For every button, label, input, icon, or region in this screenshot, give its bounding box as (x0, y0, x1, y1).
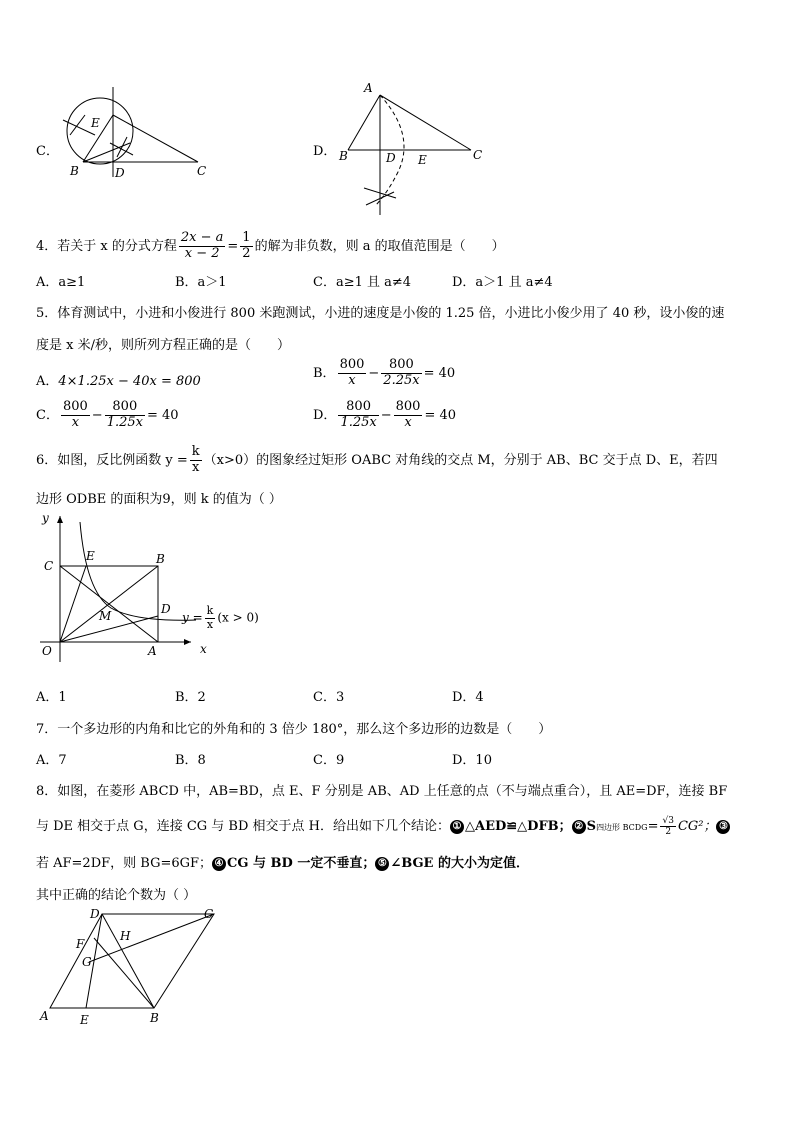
fig6-D: D (161, 602, 171, 616)
fig-d-A: A (364, 81, 373, 95)
q5-d-n1: 800 (338, 400, 378, 416)
q6-fd: x (192, 459, 200, 475)
fig8-H: H (120, 929, 131, 943)
q8-conclusion-2-post: CG²； (677, 819, 717, 834)
q8-conclusion-5-marker: ⑤ (375, 857, 389, 871)
q8-conclusion-2-sub: 四边形 BCDG (596, 823, 648, 832)
q4-fraction-right (240, 231, 252, 262)
fig8-E: E (80, 1013, 89, 1027)
q4-num: 2x − a (180, 230, 224, 245)
q5-d-d2: x (404, 414, 412, 430)
q5-d-frac2 (394, 400, 423, 431)
q8-conclusion-2-s: S (586, 819, 597, 834)
q5-b-n2: 800 (381, 358, 421, 374)
fig8-B: B (150, 1011, 159, 1025)
fig8-D: D (90, 907, 100, 921)
fig-c-D: D (115, 166, 125, 180)
q5-d-n2: 800 (395, 399, 421, 414)
q5-c-n2: 800 (105, 400, 145, 416)
q5-b-frac2 (381, 358, 421, 389)
fig6-curve-frac (205, 605, 216, 631)
fig6-O: O (42, 644, 52, 658)
q8-conclusion-3-marker: ③ (716, 820, 730, 834)
q8-conclusion-2-eq: = (647, 819, 659, 834)
question-8-line2 (36, 815, 731, 837)
question-8-line4: 其中正确的结论个数为（ ） (36, 888, 197, 903)
q4-stem-post: 的解为非负数，则 a 的取值范围是（ ） (254, 238, 505, 254)
q4-option-b: B．a＞1 (175, 275, 227, 290)
question-8-line3 (36, 852, 529, 871)
q5-option-d: D． $\frac{800}{1.25x}$ − $\frac{800}{x}$ = 40 (313, 399, 457, 430)
q6-pre: 6．如图，反比例函数 y = (36, 452, 188, 468)
q8-conclusion-2-marker: ② (572, 820, 586, 834)
fig6-x: x (200, 642, 207, 656)
fig6-curve-pre: y = (182, 610, 203, 625)
fig-d-B: B (339, 149, 348, 163)
q4-option-c: C．a≥1 且 a≠4 (313, 275, 412, 290)
figure-q6 (36, 512, 276, 672)
q5-c-n1: 800 (62, 399, 88, 414)
q6-option-c: C．3 (313, 690, 345, 705)
q5-d-frac1 (338, 400, 378, 431)
q6-fn: k (191, 444, 200, 459)
q5-c-d2: 1.25x (106, 414, 143, 430)
fig6-E: E (86, 549, 95, 563)
q4-option-a: A．a≥1 (36, 275, 86, 290)
q5-option-a (36, 370, 201, 389)
q8-line3-pre: 若 AF=2DF，则 BG=6GF； (36, 856, 213, 871)
q5-b-label: B． (313, 365, 336, 381)
q5-b-d2: 2.25x (383, 372, 420, 388)
q8-conclusion-5: ∠BGE 的大小为定值． (390, 856, 529, 871)
fig-c-C: C (197, 164, 207, 178)
q5-option-c: C． $\frac{800}{x}$ − $\frac{800}{1.25x}$ = 40 (36, 399, 179, 430)
fig6-curve-d: x (206, 617, 214, 631)
q5-b-frac1 (338, 358, 367, 389)
fig8-A: A (40, 1009, 49, 1023)
q4-option-d: D．a＞1 且 a≠4 (452, 275, 553, 290)
q8-c2-d: 2 (665, 827, 672, 837)
fig-c-E: E (91, 116, 100, 130)
q4-stem-pre: 4．若关于 x 的分式方程 (36, 238, 177, 254)
q4-fraction-left (179, 231, 226, 262)
q5-d-rhs: = 40 (424, 407, 457, 423)
q5-a-label: A． (36, 374, 59, 389)
q5-a-expr: 4×1.25x − 40x = 800 (58, 374, 201, 389)
q5-c-frac1 (61, 400, 90, 431)
q5-c-d1: x (71, 414, 80, 430)
q8-conclusion-4-marker: ④ (212, 857, 226, 871)
fig6-curve-post: (x > 0) (217, 610, 259, 625)
q8-conclusion-1: △AED≌△DFB； (465, 819, 572, 834)
q7-option-d: D．10 (452, 753, 492, 768)
q8-line2-pre: 与 DE 相交于点 G，连接 CG 与 BD 相交于点 H．给出如下几个结论： (36, 819, 451, 834)
fig6-curve-label (182, 605, 259, 631)
q6-option-b: B．2 (175, 690, 206, 705)
fig8-C: C (204, 907, 214, 921)
q5-c-label: C． (36, 407, 59, 423)
question-5-line2: 度是 x 米/秒，则所列方程正确的是（ ） (36, 338, 290, 353)
fig-d-option-label: D． (313, 144, 337, 159)
q5-c-rhs: = 40 (146, 407, 179, 423)
figure-q8 (36, 902, 236, 1032)
fig6-curve-n: k (206, 604, 214, 617)
fig-d-E: E (418, 153, 427, 167)
fig-c-B: B (70, 164, 79, 178)
q4-den: x − 2 (184, 245, 220, 261)
question-7-stem: 7．一个多边形的内角和比它的外角和的 3 倍少 180°，那么这个多边形的边数是（ ） (36, 722, 552, 737)
q7-option-a: A．7 (36, 753, 67, 768)
q6-post: （x>0）的图象经过矩形 OABC 对角线的交点 M，分别于 AB、BC 交于点 D、E，若四 (203, 452, 718, 468)
q6-fraction (190, 445, 202, 476)
q5-d-label: D． (313, 407, 337, 423)
q7-option-b: B．8 (175, 753, 206, 768)
fig6-C: C (44, 559, 54, 573)
fig8-F: F (76, 937, 85, 951)
q5-b-n1: 800 (339, 357, 365, 372)
question-8-line1: 8．如图，在菱形 ABCD 中，AB=BD，点 E、F 分别是 AB、AD 上任意的点（不与端点重合），且 AE=DF，连接 BF (36, 784, 728, 799)
q7-option-c: C．9 (313, 753, 345, 768)
question-6-line1 (36, 445, 718, 476)
q6-option-d: D．4 (452, 690, 484, 705)
q8-conclusion-4: CG 与 BD 一定不垂直； (227, 856, 376, 871)
q5-c-frac2 (105, 400, 145, 431)
figure-d (336, 80, 486, 220)
q8-conclusion-1-marker: ① (450, 820, 464, 834)
q5-option-b: B． $\frac{800}{x}$ − $\frac{800}{2.25x}$ = 40 (313, 357, 456, 388)
fig-d-D: D (386, 151, 396, 165)
fig6-y: y (42, 511, 49, 525)
fig6-A: A (148, 644, 157, 658)
fig6-B: B (156, 552, 165, 566)
fig-c-option-label: C． (36, 144, 59, 159)
q4-eq: = (227, 238, 239, 254)
q8-c2-n: √3 (662, 815, 674, 826)
q5-b-d1: x (348, 372, 356, 388)
question-6-line2: 边形 ODBE 的面积为9，则 k 的值为（ ） (36, 492, 282, 507)
figure-c (55, 85, 235, 185)
fig8-G: G (82, 955, 92, 969)
fig-d-C: C (473, 148, 483, 162)
question-5-line1: 5．体育测试中，小进和小俊进行 800 米跑测试，小进的速度是小俊的 1.25 倍，小进比小俊少用了 40 秒，设小俊的速 (36, 306, 725, 321)
q8-conclusion-2-frac (660, 816, 675, 838)
q4-den2: 2 (242, 245, 251, 261)
q5-d-d1: 1.25x (340, 414, 377, 430)
question-4-stem (36, 231, 505, 262)
q6-option-a: A．1 (36, 690, 67, 705)
q5-b-rhs: = 40 (423, 365, 456, 381)
fig6-M: M (99, 609, 112, 623)
q4-num2: 1 (242, 230, 251, 245)
